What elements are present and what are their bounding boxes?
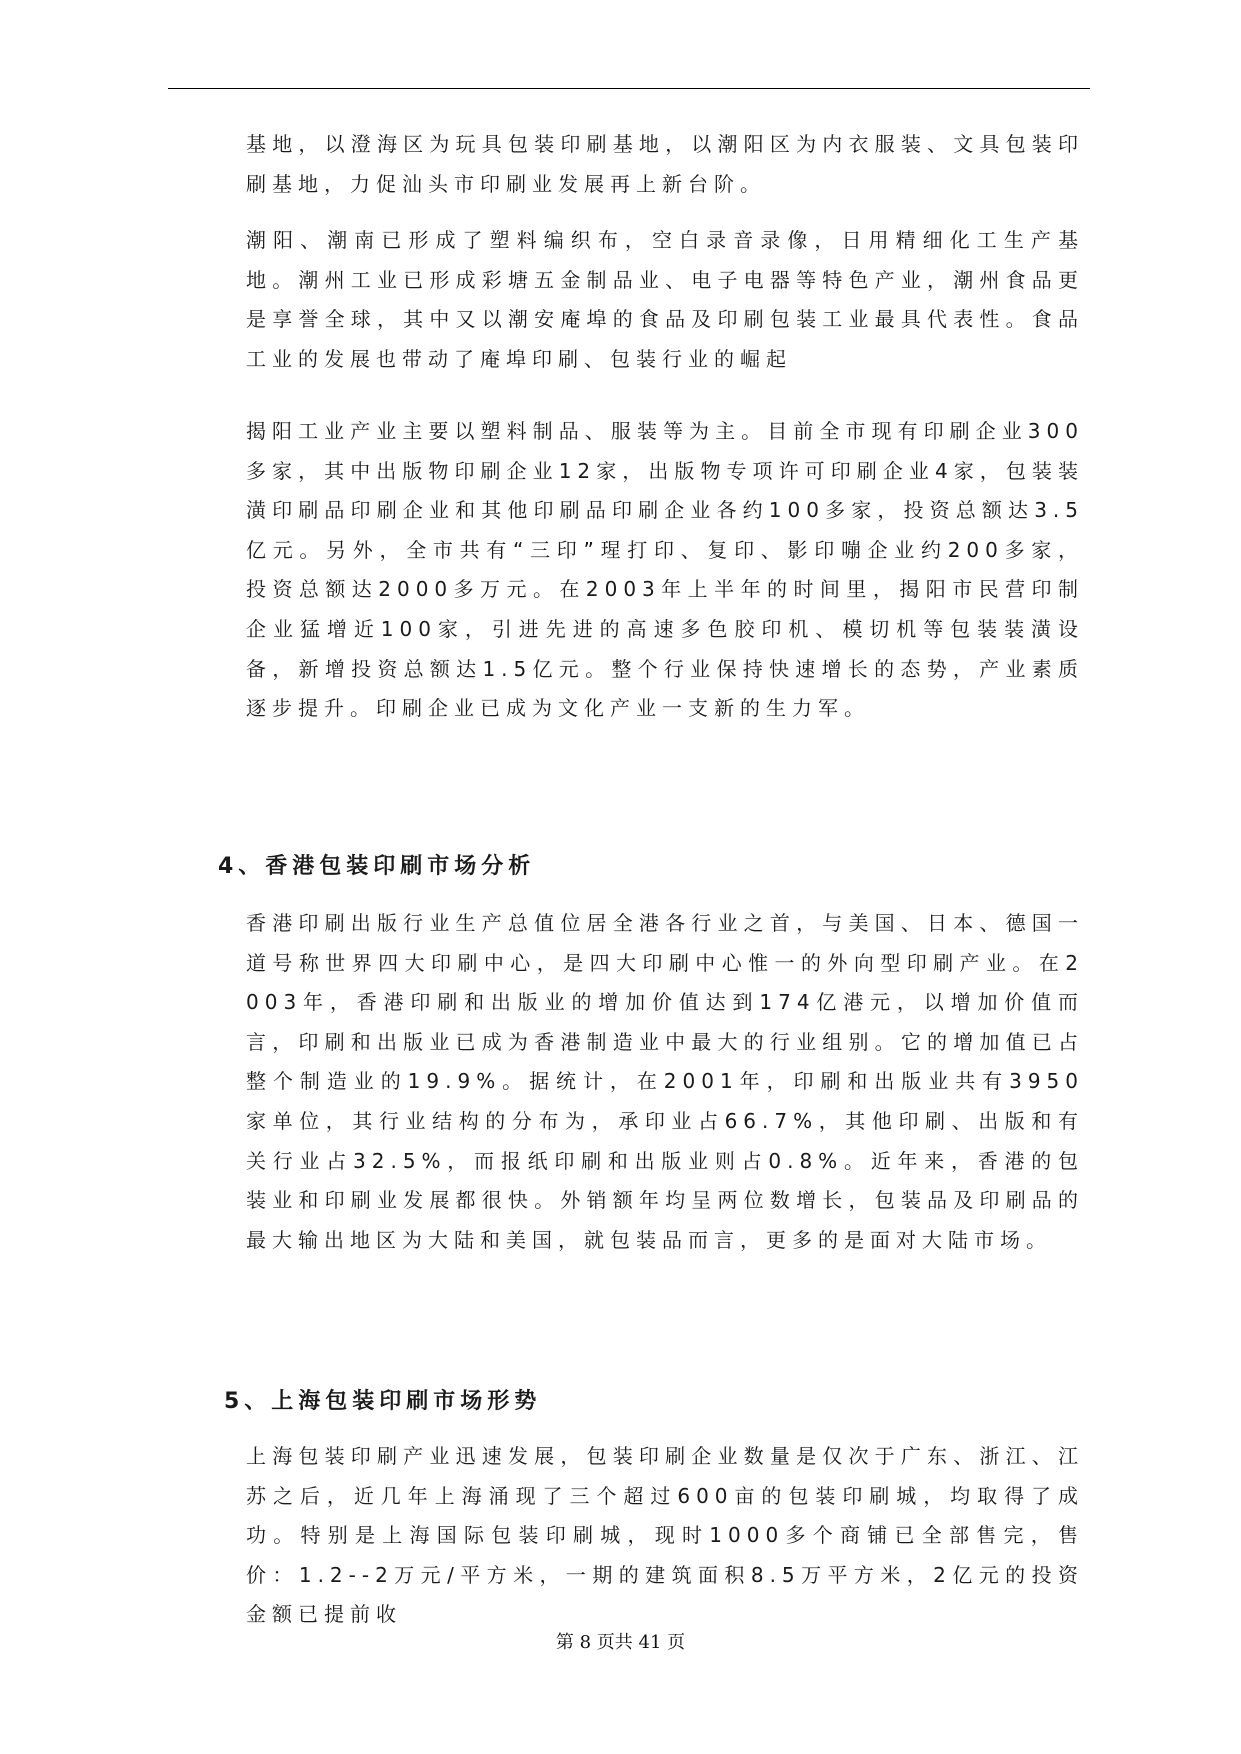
page-footer: 第 8 页共 41 页 [555,1632,686,1653]
section-heading-shanghai: 5、上海包装印刷市场形势 [224,1389,542,1414]
paragraph-chaozhou-industry: 潮阳、潮南已形成了塑料编织布，空白录音录像，日用精细化工生产基地。潮州工业已形成彩塘五金制品业、电子电器等特色产业，潮州食品更是享誉全球，其中又以潮安庵埠的食品及印刷包装工业最具代表性。食品工业的发展也带动了庵埠印刷、包装行业的崛起 [246,228,1084,371]
paragraph-shantou-bases: 基地，以澄海区为玩具包装印刷基地，以潮阳区为内衣服装、文具包装印刷基地，力促汕头市印刷业发展再上新台阶。 [246,132,1084,196]
section-heading-hongkong: 4、香港包装印刷市场分析 [218,854,536,879]
paragraph-shanghai-market: 上海包装印刷产业迅速发展，包装印刷企业数量是仅次于广东、浙江、江苏之后，近几年上海涌现了三个超过600亩的包装印刷城，均取得了成功。特别是上海国际包装印刷城，现时1000多个商铺已全部售完，售价：1.2--2万元/平方米，一期的建筑面积8.5万平方米，2亿元的投资金额已提前收 [246,1444,1084,1627]
paragraph-jieyang-industry: 揭阳工业产业主要以塑料制品、服装等为主。目前全市现有印刷企业300多家，其中出版物印刷企业12家，出版物专项许可印刷企业4家，包装装潢印刷品印刷企业和其他印刷品印刷企业各约100多家，投资总额达3.5亿元。另外，全市共有“三印”瑆打印、复印、影印嘣企业约200多家，投资总额达2000多万元。在2003年上半年的时间里，揭阳市民营印制企业猛增近100家，引进先进的高速多色胶印机、模切机等包装装潢设备，新增投资总额达1.5亿元。整个行业保持快速增长的态势，产业素质逐步提升。印刷企业已成为文化产业一支新的生力军。 [246,419,1084,721]
header-rule [168,88,1090,89]
paragraph-hongkong-market: 香港印刷出版行业生产总值位居全港各行业之首，与美国、日本、德国一道号称世界四大印刷中心，是四大印刷中心惟一的外向型印刷产业。在2003年，香港印刷和出版业的增加价值达到174亿港元，以增加价值而言，印刷和出版业已成为香港制造业中最大的行业组别。它的增加值已占整个制造业的19.9%。据统计，在2001年，印刷和出版业共有3950家单位，其行业结构的分布为，承印业占66.7%，其他印刷、出版和有关行业占32.5%，而报纸印刷和出版业则占0.8%。近年来，香港的包装业和印刷业发展都很快。外销额年均呈两位数增长，包装品及印刷品的最大输出地区为大陆和美国，就包装品而言，更多的是面对大陆市场。 [246,911,1084,1252]
